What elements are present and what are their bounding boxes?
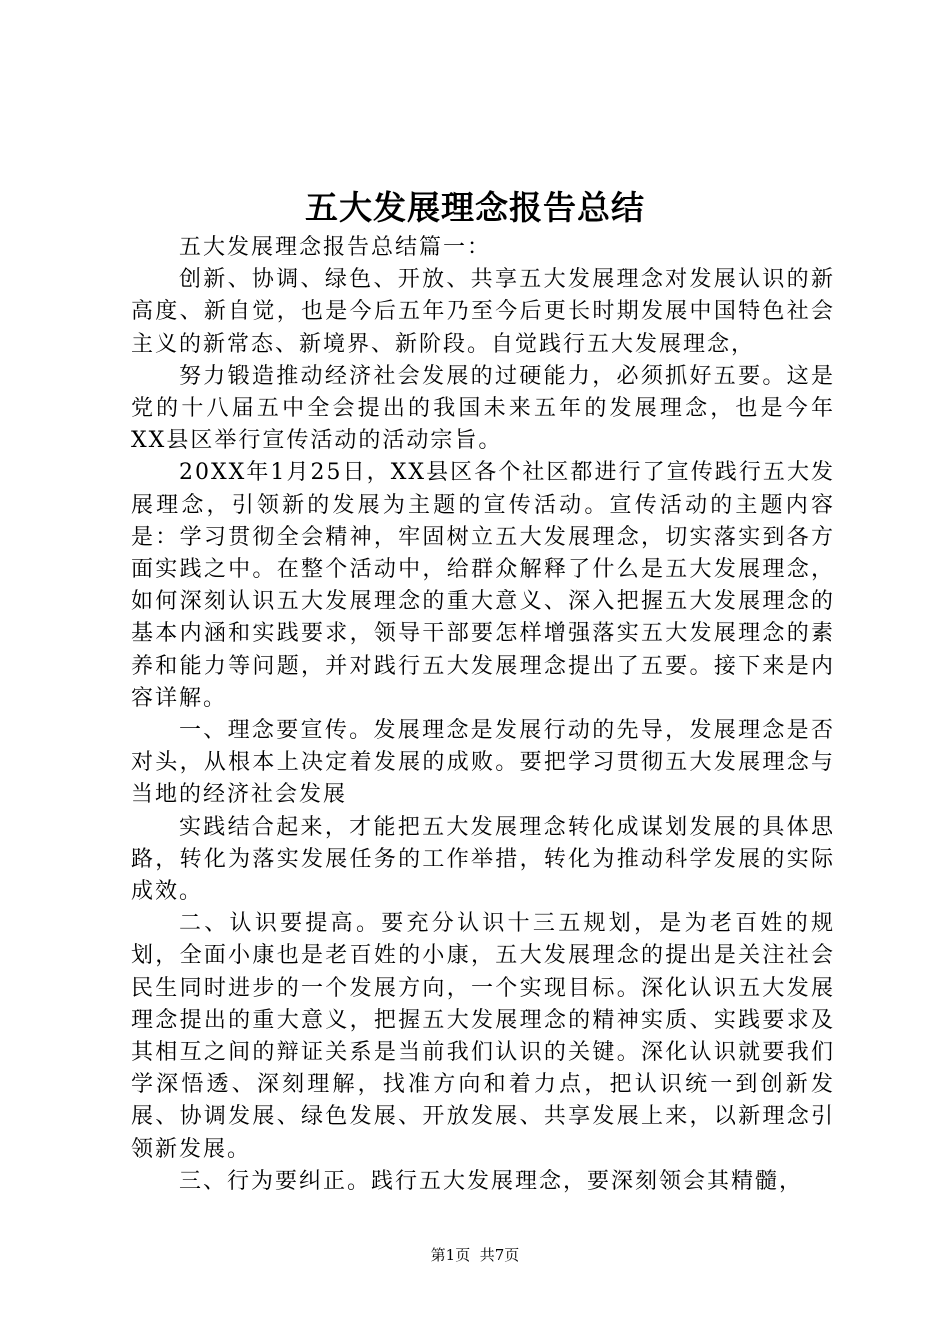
page-number: 第1页 xyxy=(430,1246,471,1264)
document-title: 五大发展理念报告总结 xyxy=(305,188,645,227)
paragraph: 实践结合起来，才能把五大发展理念转化成谋划发展的具体思路，转化为落实发展任务的工作举措，转化为推动科学发展的实际成效。 xyxy=(131,814,835,905)
paragraph: 20XX年1月25日，XX县区各个社区都进行了宣传践行五大发展理念，引领新的发展为主题的宣传活动。宣传活动的主题内容是：学习贯彻全会精神，牢固树立五大发展理念，切实落实到各方面实践之中。在整个活动中，给群众解释了什么是五大发展理念，如何深刻认识五大发展理念的重大意义、深入把握五大发展理念的基本内涵和实践要求，领导干部要怎样增强落实五大发展理念的素养和能力等问题，并对践行五大发展理念提出了五要。接下来是内容详解。 xyxy=(131,460,835,711)
paragraph: 一、理念要宣传。发展理念是发展行动的先导，发展理念是否对头，从根本上决定着发展的成败。要把学习贯彻五大发展理念与当地的经济社会发展 xyxy=(131,718,835,808)
section-heading: 五大发展理念报告总结篇一： xyxy=(179,235,492,260)
paragraph: 二、认识要提高。要充分认识十三五规划，是为老百姓的规划，全面小康也是老百姓的小康，五大发展理念的提出是关注社会民生同时进步的一个发展方向，一个实现目标。深化认识五大发展理念提出的重大意义，把握五大发展理念的精神实质、实践要求及其相互之间的辩证关系是当前我们认识的关键。深化认识就要我们学深悟透、深刻理解，找准方向和着力点，把认识统一到创新发展、协调发展、绿色发展、开放发展、共享发展上来，以新理念引领新发展。 xyxy=(131,911,835,1162)
page-total: 共7页 xyxy=(479,1246,520,1264)
document-body xyxy=(131,232,835,1198)
paragraph: 创新、协调、绿色、开放、共享五大发展理念对发展认识的新高度、新自觉，也是今后五年乃至今后更长时期发展中国特色社会主义的新常态、新境界、新阶段。自觉践行五大发展理念， xyxy=(131,267,835,357)
paragraph: 努力锻造推动经济社会发展的过硬能力，必须抓好五要。这是党的十八届五中全会提出的我国未来五年的发展理念，也是今年XX县区举行宣传活动的活动宗旨。 xyxy=(131,363,835,454)
paragraph: 三、行为要纠正。践行五大发展理念，要深刻领会其精髓， xyxy=(179,1168,804,1194)
page-footer xyxy=(0,1245,950,1265)
